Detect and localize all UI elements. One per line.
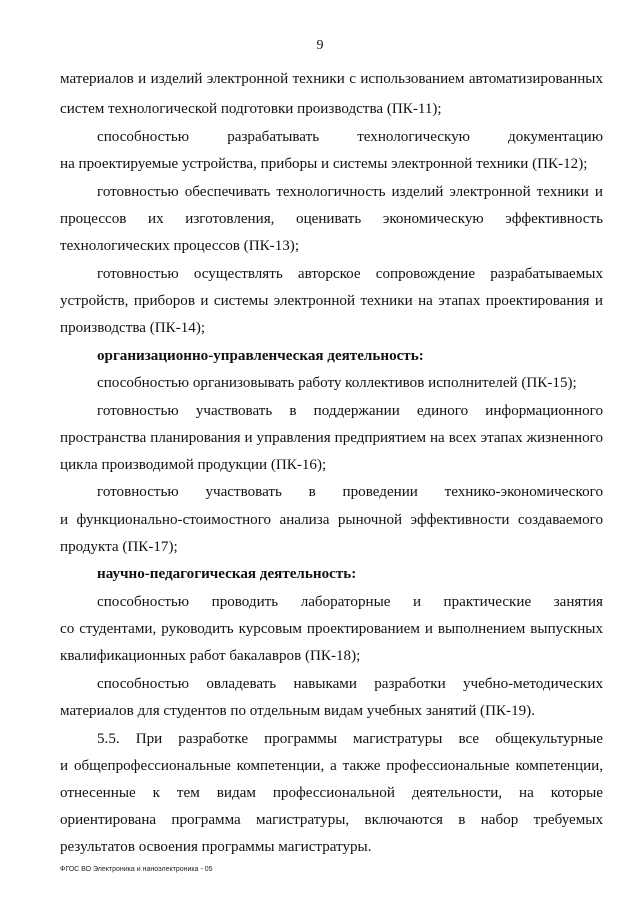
text-line: готовностью осуществлять авторское сопровождение разрабатываемых [97, 266, 603, 282]
text-line: и общепрофессиональные компетенции, а также профессиональные компетенции, [60, 758, 603, 774]
text-line: производства (ПК-14); [60, 320, 206, 336]
text-line: квалификационных работ бакалавров (ПК-18); [60, 648, 361, 664]
text-line: результатов освоения программы магистратуры. [60, 839, 372, 855]
text-line: 5.5. При разработке программы магистратуры все общекультурные [97, 731, 603, 747]
text-line: технологических процессов (ПК-13); [60, 238, 300, 254]
text-line: пространства планирования и управления предприятием на всех этапах жизненного [60, 430, 603, 446]
text-line: материалов и изделий электронной техники с использованием автоматизированных [60, 71, 603, 87]
footer: ФГОС ВО Электроника и наноэлектроника - 05 [60, 866, 213, 873]
page-number: 9 [316, 38, 324, 53]
text-line: материалов для студентов по отдельным видам учебных занятий (ПК-19). [60, 703, 535, 719]
text-line: на проектируемые устройства, приборы и системы электронной техники (ПК-12); [60, 156, 588, 172]
text-line: отнесенные к тем видам профессиональной деятельности, на которые [60, 785, 603, 801]
section-heading-organizational: организационно-управленческая деятельность: [97, 348, 424, 364]
text-line: способностью овладевать навыками разработки учебно-методических [97, 676, 603, 692]
text-line: готовностью участвовать в поддержании единого информационного [97, 403, 603, 419]
text-line: готовностью участвовать в проведении технико-экономического [97, 484, 603, 500]
text-line: устройств, приборов и системы электронной техники на этапах проектирования и [60, 293, 603, 309]
text-line: со студентами, руководить курсовым проектированием и выполнением выпускных [60, 621, 603, 637]
section-heading-scientific: научно-педагогическая деятельность: [97, 566, 357, 582]
text-line: процессов их изготовления, оценивать экономическую эффективность [60, 211, 603, 227]
text-line: ориентирована программа магистратуры, включаются в набор требуемых [60, 812, 603, 828]
text-line: способностью организовывать работу коллективов исполнителей (ПК-15); [97, 375, 577, 391]
text-line: цикла производимой продукции (ПК-16); [60, 457, 327, 473]
text-line: продукта (ПК-17); [60, 539, 178, 555]
text-line: способностью разрабатывать технологическую документацию [97, 129, 603, 145]
text-line: систем технологической подготовки производства (ПК-11); [60, 101, 442, 117]
text-line: и функционально-стоимостного анализа рыночной эффективности создаваемого [60, 512, 603, 528]
text-line: готовностью обеспечивать технологичность изделий электронной техники и [97, 184, 603, 200]
text-line: способностью проводить лабораторные и практические занятия [97, 594, 603, 610]
